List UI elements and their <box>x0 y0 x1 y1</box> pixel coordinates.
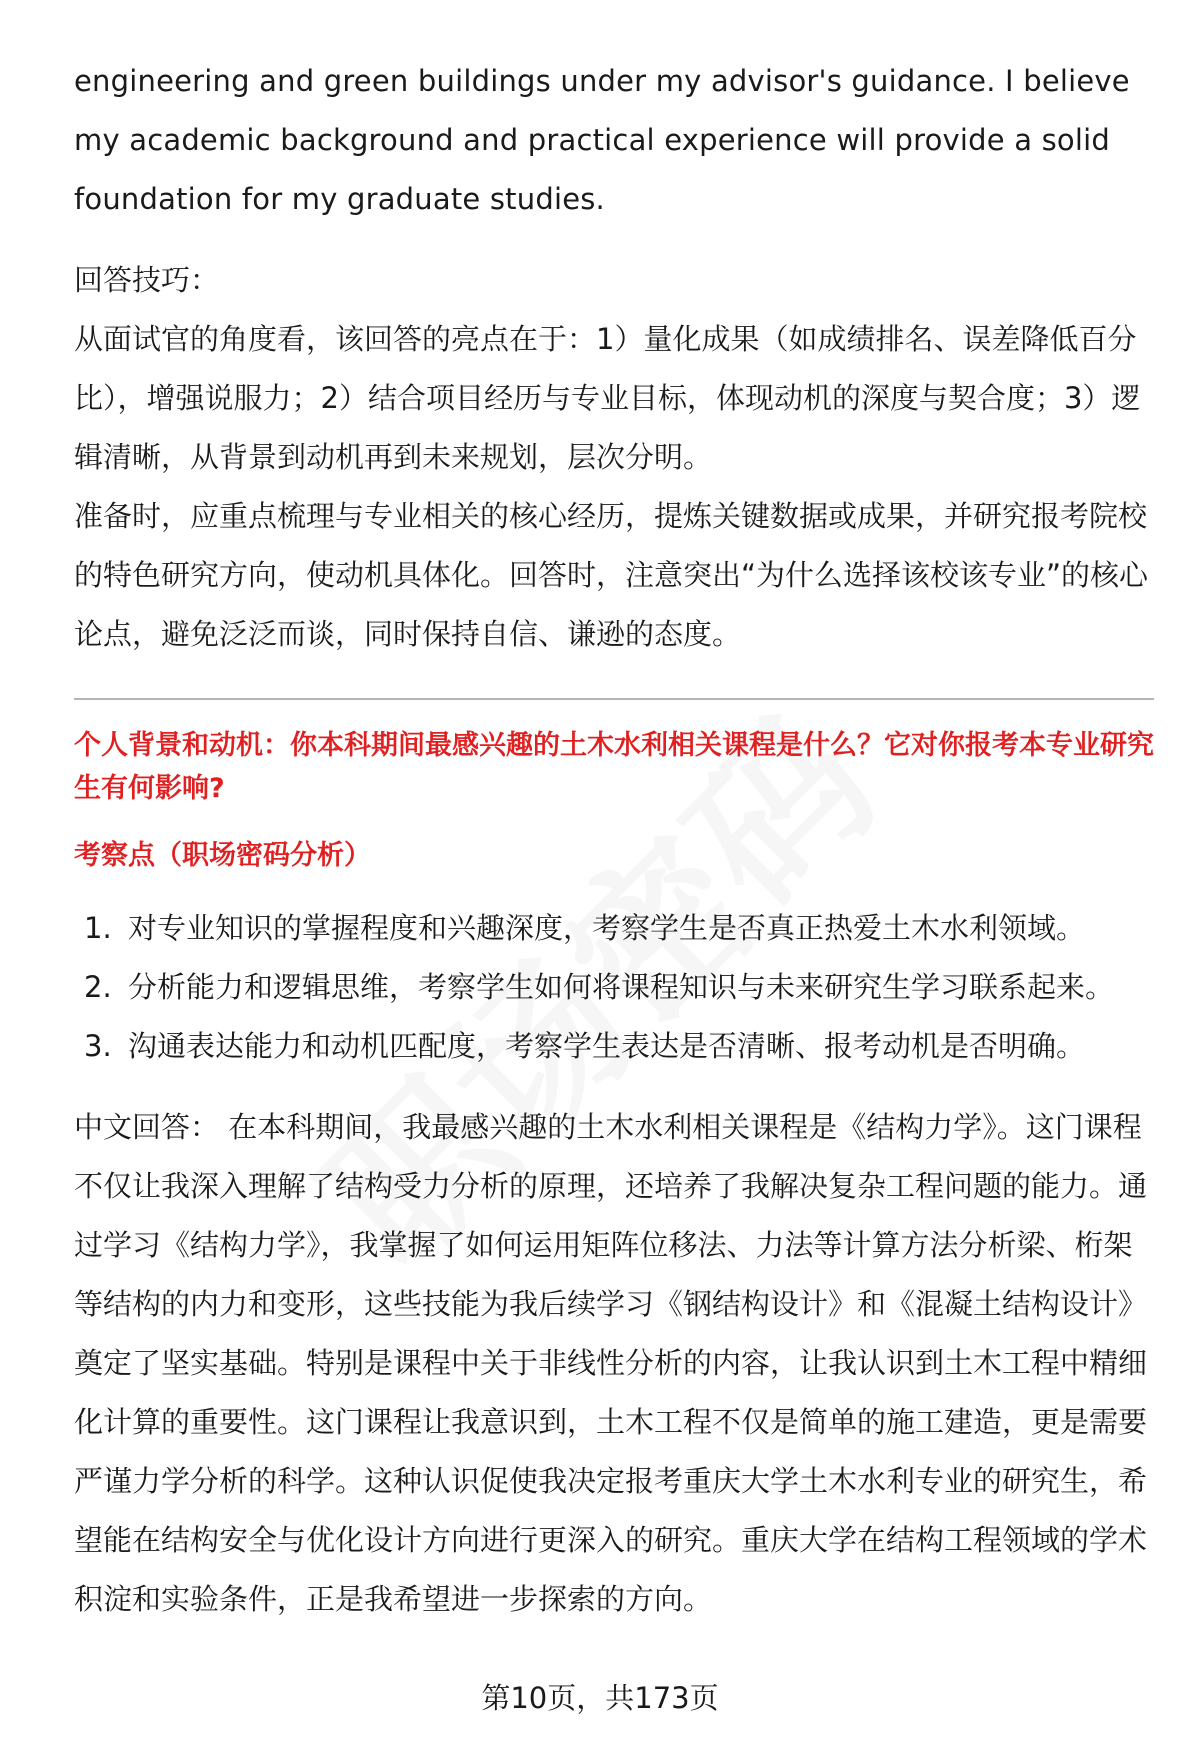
chinese-answer: 中文回答： 在本科期间，我最感兴趣的土木水利相关课程是《结构力学》。这门课程不仅让我深入理解了结构受力分析的原理，还培养了我解决复杂工程问题的能力。通过学习《结构力学》，我掌握了如何运用矩阵位移法、力法等计算方法分析梁、桁架等结构的内力和变形，这些技能为我后续学习《钢结构设计》和《混凝土结构设计》奠定了坚实基础。特别是课程中关于非线性分析的内容，让我认识到土木工程中精细化计算的重要性。这门课程让我意识到，土木工程不仅是简单的施工建造，更是需要严谨力学分析的科学。这种认识促使我决定报考重庆大学土木水利专业的研究生，希望能在结构安全与优化设计方向进行更深入的研究。重庆大学在结构工程领域的学术积淀和实验条件，正是我希望进一步探索的方向。 <box>74 1110 1148 1616</box>
list-item-text: 沟通表达能力和动机匹配度，考察学生表达是否清晰、报考动机是否明确。 <box>128 1029 1086 1063</box>
section-divider <box>74 698 1154 700</box>
list-item <box>74 899 1154 958</box>
assessment-points-list <box>74 899 1154 1076</box>
page-content <box>74 52 1154 1629</box>
question-heading: 个人背景和动机：你本科期间最感兴趣的土木水利相关课程是什么？它对你报考本专业研究生有何影响? <box>74 730 1154 804</box>
list-item <box>74 1017 1154 1076</box>
list-item-text: 对专业知识的掌握程度和兴趣深度，考察学生是否真正热爱土木水利领域。 <box>128 911 1086 945</box>
tips-label: 回答技巧： <box>74 263 220 297</box>
intro-paragraph: engineering and green buildings under my advisor's guidance. I believe my academic background and practical experience will provide a solid foundation for my graduate studies. <box>74 64 1130 216</box>
tips-paragraph-2: 准备时，应重点梳理与专业相关的核心经历，提炼关键数据或成果，并研究报考院校的特色研究方向，使动机具体化。回答时，注意突出“为什么选择该校该专业”的核心论点，避免泛泛而谈，同时保持自信、谦逊的态度。 <box>74 499 1149 651</box>
page-number-footer: 第10页，共173页 <box>481 1681 719 1715</box>
section-title: 考察点（职场密码分析） <box>74 840 371 871</box>
list-item-number: 2. <box>84 970 112 1004</box>
tips-paragraph-1: 从面试官的角度看，该回答的亮点在于：1）量化成果（如成绩排名、误差降低百分比），增强说服力；2）结合项目经历与专业目标，体现动机的深度与契合度；3）逻辑清晰，从背景到动机再到未来规划，层次分明。 <box>74 322 1141 474</box>
list-item-number: 3. <box>84 1029 112 1063</box>
list-item <box>74 958 1154 1017</box>
list-item-text: 分析能力和逻辑思维，考察学生如何将课程知识与未来研究生学习联系起来。 <box>128 970 1115 1004</box>
list-item-number: 1. <box>84 911 112 945</box>
